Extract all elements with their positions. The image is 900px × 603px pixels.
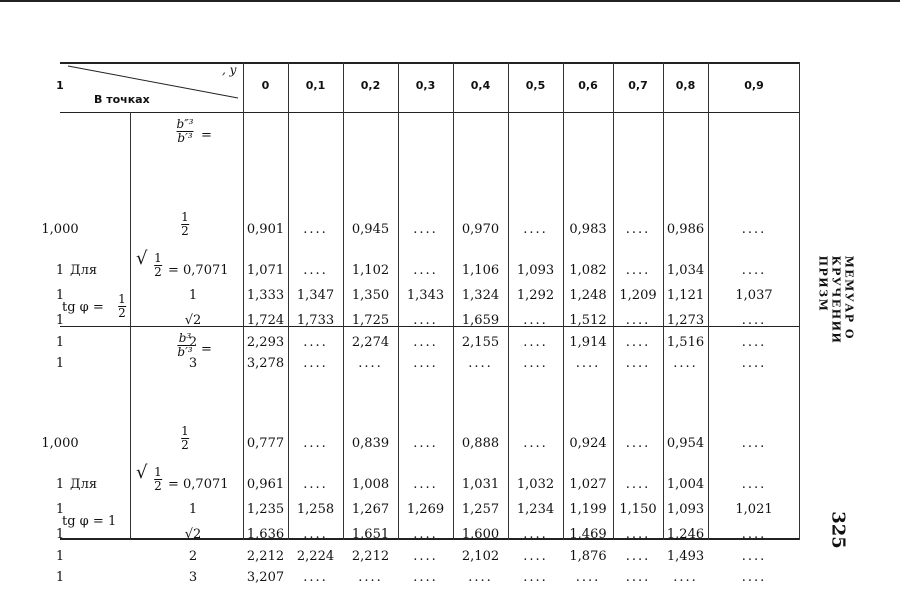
table-cell: .... (575, 570, 601, 585)
point-label: √2 (184, 313, 202, 328)
table-cell: 1,600 (461, 527, 500, 542)
frac-den: b′³ (177, 131, 193, 146)
group-condition: tg φ = (62, 300, 104, 315)
table-cell: .... (413, 356, 438, 371)
table-cell: 1,150 (619, 502, 657, 517)
table-cell: 1 (55, 263, 65, 278)
table-cell: .... (741, 222, 767, 237)
group-label: Для (70, 477, 98, 492)
table-cell: .... (575, 356, 601, 371)
table-cell: 1,350 (351, 288, 390, 303)
point-label: 1 (188, 502, 198, 517)
column-divider (663, 62, 664, 540)
table-cell: 1,234 (516, 502, 555, 517)
column-header: 0,3 (415, 79, 436, 92)
table-cell: .... (523, 436, 548, 451)
table-cell: 0,986 (666, 222, 705, 237)
table-cell: 1,347 (296, 288, 335, 303)
table-cell: 2,224 (296, 549, 335, 564)
table-cell: .... (413, 263, 438, 278)
table-cell: 2,102 (461, 549, 500, 564)
point-root-half (154, 252, 162, 279)
frac-den: b′³ (177, 345, 193, 360)
table-cell: 1 (55, 288, 65, 303)
table-cell: 2,274 (351, 335, 390, 350)
condition-fraction (118, 293, 126, 320)
column-header: 0,2 (360, 79, 381, 92)
table-cell: .... (625, 313, 651, 328)
table-cell: 2,212 (351, 549, 390, 564)
table-cell: 1,512 (569, 313, 607, 328)
table-cell: .... (303, 356, 328, 371)
table-cell: .... (413, 570, 438, 585)
column-divider (243, 62, 244, 540)
point-half (181, 425, 189, 452)
frac-num: b″³ (176, 117, 194, 131)
table-cell: 1,914 (569, 335, 607, 350)
table-cell: .... (673, 356, 698, 371)
table-cell: .... (358, 570, 383, 585)
table-cell: 1,257 (461, 502, 500, 517)
column-header: 0,7 (628, 79, 648, 92)
table-cell: .... (468, 570, 493, 585)
table-cell: 3,207 (246, 570, 285, 585)
table-cell: 1,037 (735, 288, 773, 303)
table-cell: .... (523, 313, 548, 328)
point-value: = 0,7071 (168, 477, 229, 492)
table-cell: 1 (55, 477, 65, 492)
table-cell: 3,278 (246, 356, 285, 371)
table-cell: .... (303, 222, 328, 237)
table-cell: .... (523, 335, 548, 350)
column-header: 0,4 (470, 79, 491, 92)
table-cell: .... (413, 527, 438, 542)
table-cell: .... (625, 356, 651, 371)
table-cell: 1,027 (569, 477, 607, 492)
table-cell: 0,888 (461, 436, 500, 451)
table-cell: .... (625, 527, 651, 542)
column-divider (563, 62, 564, 540)
table-cell: 0,961 (246, 477, 285, 492)
ratio-fraction (177, 118, 194, 145)
column-divider (130, 112, 131, 540)
sqrt-sign: √ (136, 462, 148, 483)
corner-label-y: , y (222, 63, 237, 77)
table-cell: 0,983 (569, 222, 607, 237)
table-cell: .... (741, 527, 767, 542)
table-cell: .... (625, 335, 651, 350)
table-cell: .... (413, 313, 438, 328)
point-half (181, 211, 189, 238)
frac-num: b³ (178, 331, 192, 345)
table-cell: 1,093 (666, 502, 705, 517)
frac-num: 1 (118, 292, 126, 306)
table-cell: 1,004 (666, 477, 705, 492)
table-cell: .... (741, 549, 767, 564)
sqrt-sign: √ (136, 248, 148, 269)
table-cell: .... (625, 263, 651, 278)
column-header: 0,6 (578, 79, 598, 92)
frac-den: 2 (181, 224, 189, 239)
group-label: Для (70, 263, 98, 278)
point-label: √2 (184, 527, 202, 542)
table-cell: 1 (55, 356, 65, 371)
column-header: 0,5 (525, 79, 546, 92)
running-title: МЕМУАР О КРУЧЕНИИ ПРИЗМ (816, 255, 856, 345)
table-cell: .... (625, 549, 651, 564)
column-header: 0 (261, 79, 270, 92)
table-cell: .... (625, 570, 651, 585)
column-header: 0,8 (675, 79, 696, 92)
table-cell: 1 (55, 502, 65, 517)
column-header: 0,9 (744, 79, 764, 92)
point-label: 2 (188, 549, 198, 564)
column-divider (343, 62, 344, 540)
column-divider (288, 62, 289, 540)
table-cell: .... (303, 263, 328, 278)
table-cell: 1,333 (246, 288, 285, 303)
frac-den: 2 (181, 438, 189, 453)
table-cell: 1,199 (569, 502, 607, 517)
ratio-fraction (177, 332, 192, 359)
table-cell: .... (741, 436, 767, 451)
table-cell: 1,273 (666, 313, 705, 328)
group-condition: tg φ = 1 (62, 514, 117, 529)
table-cell: .... (673, 570, 698, 585)
table-cell: 1,071 (246, 263, 285, 278)
table-cell: .... (413, 549, 438, 564)
table-cell: .... (741, 263, 767, 278)
table-cell: 1,876 (569, 549, 607, 564)
table-cell: 1,636 (246, 527, 285, 542)
table-cell: 1,659 (461, 313, 500, 328)
table-cell: .... (413, 436, 438, 451)
table-cell: .... (523, 222, 548, 237)
frac-num: 1 (154, 465, 162, 479)
frac-den: 2 (154, 265, 162, 280)
top-border-line (0, 0, 900, 2)
table-cell: 1,031 (461, 477, 500, 492)
table-cell: 1,516 (666, 335, 705, 350)
table-cell: .... (523, 570, 548, 585)
point-value: = 0,7071 (168, 263, 229, 278)
table-cell: 1,324 (461, 288, 500, 303)
table-cell: .... (523, 527, 548, 542)
table-cell: 0,839 (351, 436, 390, 451)
frac-den: 2 (118, 306, 126, 321)
table-cell: .... (303, 570, 328, 585)
table-cell: .... (523, 549, 548, 564)
table-cell: 2,155 (461, 335, 500, 350)
ratio-equals: = (201, 128, 212, 143)
table-right-border (799, 62, 800, 540)
table-cell: 1,082 (569, 263, 607, 278)
table-cell: .... (413, 335, 438, 350)
column-divider (508, 62, 509, 540)
table-cell: 1,034 (666, 263, 705, 278)
table-cell: .... (625, 222, 651, 237)
table-cell: 1,725 (351, 313, 390, 328)
table-cell: .... (303, 436, 328, 451)
table-cell: 1 (55, 570, 65, 585)
data-table (41, 62, 800, 585)
table-cell: 1,121 (666, 288, 705, 303)
point-label: 1 (188, 288, 198, 303)
frac-num: 1 (181, 210, 189, 224)
table-cell: 1,021 (735, 502, 773, 517)
table-cell: 1,724 (246, 313, 285, 328)
table-cell: 0,924 (569, 436, 607, 451)
column-divider (453, 62, 454, 540)
column-divider (708, 62, 709, 540)
table-cell: 1,258 (296, 502, 335, 517)
column-header: 0,1 (305, 79, 326, 92)
table-cell: .... (468, 356, 493, 371)
frac-num: 1 (181, 424, 189, 438)
table-cell: 1 (55, 527, 65, 542)
table-cell: 2,212 (246, 549, 285, 564)
table-cell: 0,970 (461, 222, 500, 237)
table-cell: .... (741, 477, 767, 492)
column-header: 1 (56, 79, 64, 92)
table-cell: .... (303, 335, 328, 350)
frac-den: 2 (154, 479, 162, 494)
table-cell: 1 (55, 549, 65, 564)
table-cell: 1,651 (351, 527, 390, 542)
table-cell: .... (625, 436, 651, 451)
frac-num: 1 (154, 251, 162, 265)
page-number: 325 (827, 511, 849, 549)
table-cell: 1,093 (516, 263, 555, 278)
table-cell: 1,267 (351, 502, 390, 517)
table-cell: .... (413, 477, 438, 492)
table-cell: 1,000 (41, 222, 79, 237)
table-cell: 1,269 (406, 502, 445, 517)
table-cell: .... (741, 570, 767, 585)
table-cell: .... (741, 313, 767, 328)
table-cell: .... (523, 356, 548, 371)
table-cell: .... (303, 527, 328, 542)
point-label: 2 (188, 335, 198, 350)
point-root-half (154, 466, 162, 493)
table-cell: .... (741, 356, 767, 371)
table-cell: 1 (55, 335, 65, 350)
table-cell: 1,343 (406, 288, 445, 303)
table-cell: 1 (55, 313, 65, 328)
table-cell: .... (303, 477, 328, 492)
table-cell: 1,106 (461, 263, 500, 278)
table-cell: 1,032 (516, 477, 555, 492)
header-rule (60, 112, 800, 113)
table-cell: 0,945 (351, 222, 390, 237)
corner-label-points: В точках (94, 93, 150, 106)
table-cell: .... (625, 477, 651, 492)
table-cell: 1,246 (666, 527, 705, 542)
table-cell: 0,777 (246, 436, 285, 451)
point-label: 3 (188, 356, 198, 371)
table-cell: 1,493 (666, 549, 705, 564)
table-cell: 1,248 (569, 288, 607, 303)
table-cell: 1,000 (41, 436, 79, 451)
table-cell: .... (413, 222, 438, 237)
table-cell: .... (358, 356, 383, 371)
table-cell: 1,209 (619, 288, 657, 303)
table-cell: 1,469 (569, 527, 607, 542)
ratio-equals: = (201, 342, 212, 357)
column-divider (398, 62, 399, 540)
table-cell: 0,901 (246, 222, 285, 237)
table-cell: .... (741, 335, 767, 350)
table-cell: 1,235 (246, 502, 285, 517)
table-cell: 1,292 (516, 288, 555, 303)
table-cell: 1,008 (351, 477, 390, 492)
column-divider (613, 62, 614, 540)
table-cell: 1,102 (351, 263, 390, 278)
point-label: 3 (188, 570, 198, 585)
table-cell: 0,954 (666, 436, 705, 451)
header-diagonal (60, 62, 243, 112)
table-cell: 1,733 (296, 313, 335, 328)
table-cell: 2,293 (246, 335, 285, 350)
